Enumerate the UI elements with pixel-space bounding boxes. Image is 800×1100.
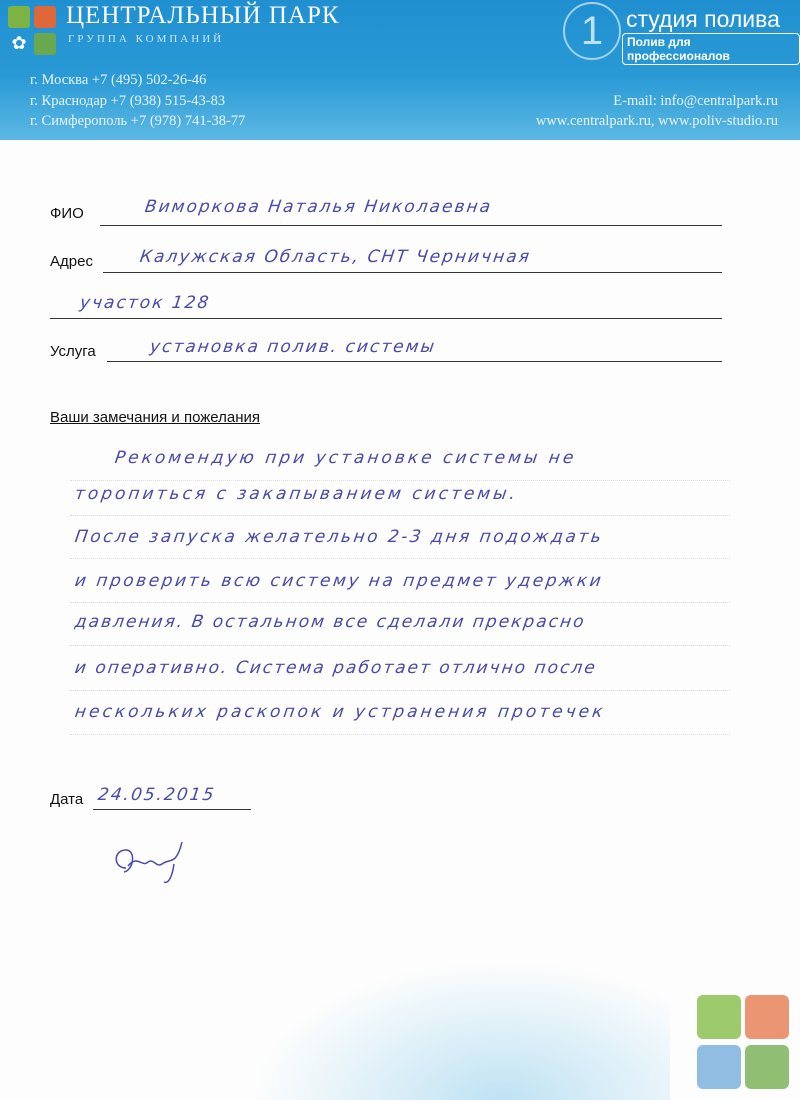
signature	[108, 838, 198, 888]
contact-moscow: г. Москва +7 (495) 502-26-46	[30, 72, 207, 88]
studio-tagline: Полив для профессионалов	[622, 33, 800, 65]
studio-logo-icon: 1	[563, 2, 621, 60]
leaf-logo-icon	[8, 6, 30, 28]
address-line	[103, 272, 722, 273]
brand-subtitle: ГРУППА КОМПАНИЙ	[68, 33, 225, 45]
comment-line: и проверить всю систему на предмет удержки	[73, 571, 605, 591]
leaf-tile-icon	[697, 995, 741, 1039]
contact-krasnodar: г. Краснодар +7 (938) 515-43-83	[30, 93, 226, 109]
comment-line: нескольких раскопок и устранения протечек	[73, 702, 607, 722]
service-line	[107, 361, 722, 362]
service-value: установка полив. системы	[148, 337, 438, 357]
studio-name: студия полива	[626, 6, 780, 32]
brand-name: ЦЕНТРАЛЬНЫЙ ПАРК	[66, 2, 340, 29]
flower-logo-icon	[34, 33, 56, 55]
date-label: Дата	[50, 791, 84, 808]
fio-value: Виморкова Наталья Николаевна	[143, 197, 494, 217]
contact-simferopol: г. Симферополь +7 (978) 741-38-77	[30, 113, 246, 129]
branch-tile-icon	[697, 1045, 741, 1089]
decorative-wave	[250, 960, 670, 1100]
leaf-logo-icon	[34, 6, 56, 28]
email: E-mail: info@centralpark.ru	[613, 93, 778, 109]
date-value: 24.05.2015	[96, 785, 217, 805]
comment-line: и оперативно. Система работает отлично после	[73, 658, 599, 678]
address-value: Калужская Область, СНТ Черничная	[138, 247, 533, 267]
comment-line: Рекомендую при установке системы не	[113, 448, 578, 468]
address-label: Адрес	[50, 253, 93, 270]
flower-tile-icon	[745, 1045, 789, 1089]
comment-line: торопиться с закапыванием системы.	[73, 484, 520, 504]
branch-logo-icon: ✿	[11, 33, 27, 53]
websites: www.centralpark.ru, www.poliv-studio.ru	[535, 113, 778, 129]
fio-line	[100, 225, 722, 226]
service-label: Услуга	[50, 343, 96, 360]
fio-label: ФИО	[50, 205, 84, 222]
date-line	[93, 809, 251, 810]
comment-line: После запуска желательно 2-3 дня подождать	[73, 527, 605, 547]
leaf-tile-icon	[745, 995, 789, 1039]
comment-line: давления. В остальном все сделали прекрасно	[73, 612, 587, 632]
comments-heading: Ваши замечания и пожелания	[50, 409, 261, 426]
address-value-2: участок 128	[78, 293, 212, 313]
letterhead	[0, 0, 800, 140]
address-line-2	[50, 318, 722, 319]
